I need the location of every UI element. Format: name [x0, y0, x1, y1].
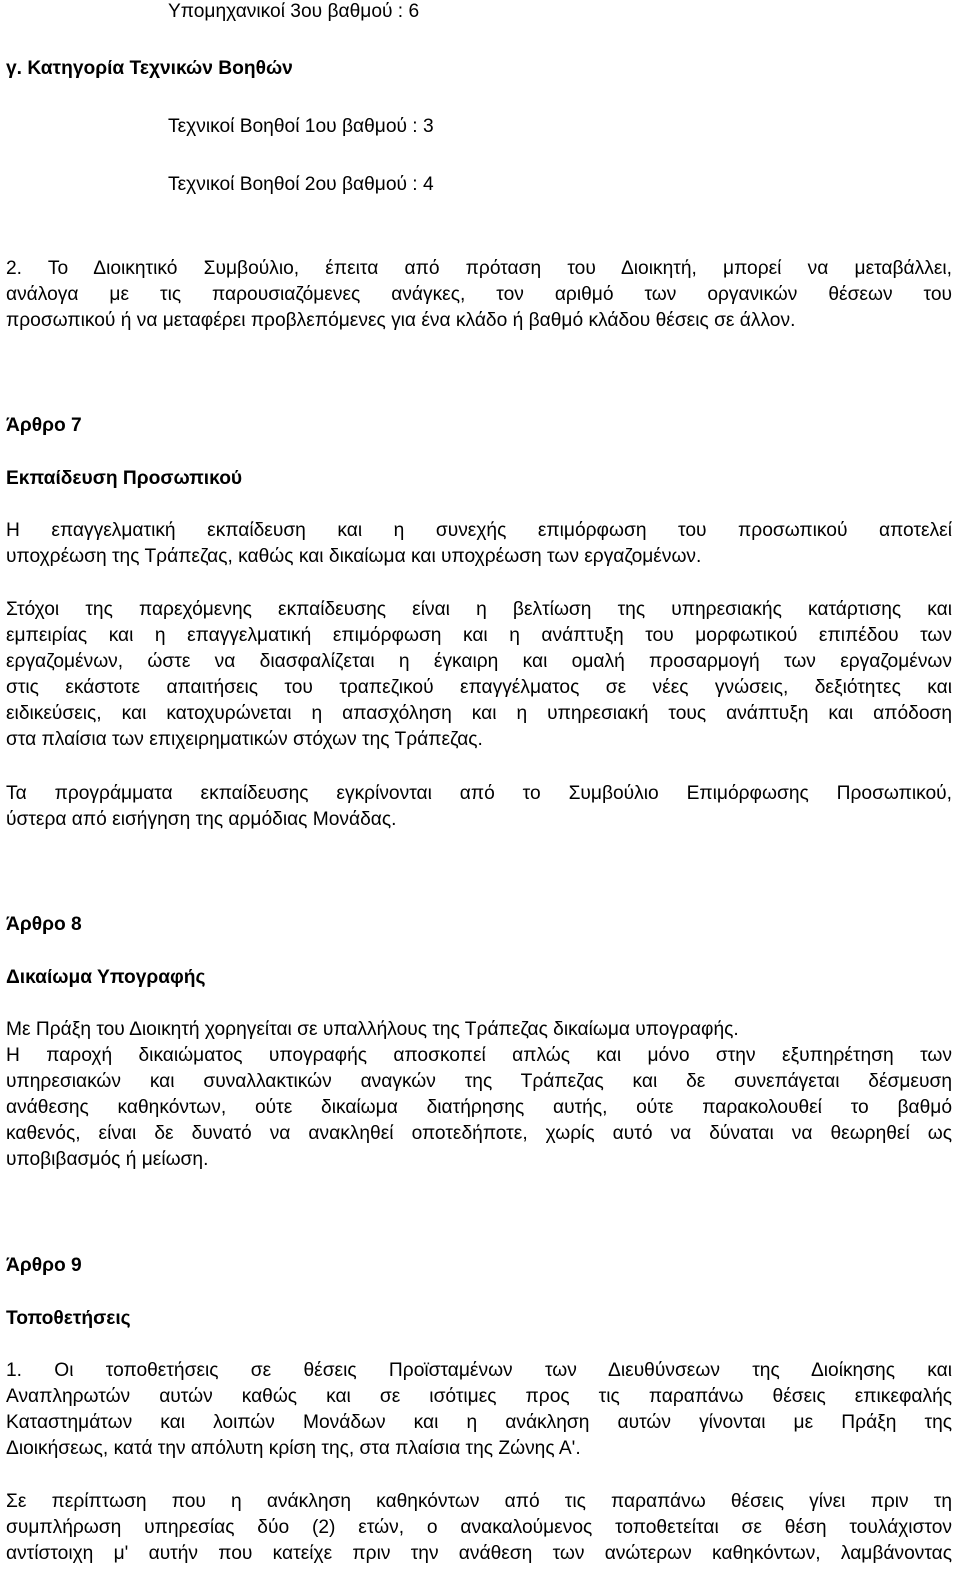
article-8-paragraph-2: [6, 1043, 952, 1173]
text-line: Διοικήσεως, κατά την απόλυτη κρίση της, στα πλαίσια της Ζώνης Α'.: [6, 1438, 581, 1459]
text-line: υπηρεσιακών και συναλλακτικών αναγκών της Τράπεζας και δε συνεπάγεται δέσμευση: [6, 1071, 952, 1092]
text-line: προσωπικού ή να μεταφέρει προβλεπόμενες για ένα κλάδο ή βαθμό κλάδου θέσεις σε άλλον.: [6, 310, 796, 331]
paragraph-2-board-changes: [6, 256, 952, 334]
text-line: καθενός, είναι δε δυνατό να ανακληθεί οποτεδήποτε, χωρίς αυτό να δύναται να θεωρηθεί ως: [6, 1123, 952, 1144]
text-line: Η επαγγελματική εκπαίδευση και η συνεχής επιμόρφωση του προσωπικού αποτελεί: [6, 520, 952, 541]
text-line: στα πλαίσια των επιχειρηματικών στόχων της Τράπεζας.: [6, 729, 483, 750]
text-line: Στόχοι της παρεχόμενης εκπαίδευσης είναι η βελτίωση της υπηρεσιακής κατάρτισης και: [6, 599, 952, 620]
text-line: Τα προγράμματα εκπαίδευσης εγκρίνονται από το Συμβούλιο Επιμόρφωσης Προσωπικού,: [6, 783, 952, 804]
text-line: ανάλογα με τις παρουσιαζόμενες ανάγκες, τον αριθμό των οργανικών θέσεων του: [6, 284, 952, 305]
article-9-heading: Άρθρο 9: [6, 1255, 82, 1276]
article-7-paragraph-1: [6, 518, 952, 570]
text-line: εργαζομένων, ώστε να διασφαλίζεται η έγκαιρη και ομαλή προσαρμογή των εργαζομένων: [6, 651, 952, 672]
article-8-paragraph-1: Με Πράξη του Διοικητή χορηγείται σε υπαλλήλους της Τράπεζας δικαίωμα υπογραφής.: [6, 1019, 739, 1040]
text-line: στις εκάστοτε απαιτήσεις του τραπεζικού επαγγέλματος σε νέες γνώσεις, δεξιότητες και: [6, 677, 952, 698]
article-9-paragraph-1: [6, 1358, 952, 1462]
article-7-title: Εκπαίδευση Προσωπικού: [6, 468, 243, 489]
text-line: ανάθεσης καθηκόντων, ούτε δικαίωμα διατήρησης αυτής, ούτε παρακολουθεί το βαθμό: [6, 1097, 952, 1118]
article-9-title: Τοποθετήσεις: [6, 1308, 131, 1329]
text-line: υποχρέωση της Τράπεζας, καθώς και δικαίωμα και υποχρέωση των εργαζομένων.: [6, 546, 702, 567]
text-line: Καταστημάτων και λοιπών Μονάδων και η ανάκληση αυτών γίνονται με Πράξη της: [6, 1412, 952, 1433]
text-line: εμπειρίας και η επαγγελματική επιμόρφωση και η ανάπτυξη του μορφωτικού επιπέδου των: [6, 625, 952, 646]
article-7-paragraph-3: [6, 781, 952, 833]
article-8-heading: Άρθρο 8: [6, 914, 82, 935]
article-7-heading: Άρθρο 7: [6, 415, 82, 436]
sub-engineers-3rd-grade: Υπομηχανικοί 3ου βαθμού : 6: [168, 1, 420, 22]
article-7-paragraph-2: [6, 597, 952, 753]
tech-assistants-2nd-grade: Τεχνικοί Βοηθοί 2ου βαθμού : 4: [168, 174, 434, 195]
text-line: Η παροχή δικαιώματος υπογραφής αποσκοπεί απλώς και μόνο στην εξυπηρέτηση των: [6, 1045, 952, 1066]
text-line: συμπλήρωση υπηρεσίας δύο (2) ετών, ο ανακαλούμενος τοποθετείται σε θέση τουλάχιστον: [6, 1517, 952, 1538]
text-line: αντίστοιχη μ' αυτήν που κατείχε πριν την ανάθεση των ανώτερων καθηκόντων, λαμβάνοντας: [6, 1543, 952, 1564]
tech-assistants-1st-grade: Τεχνικοί Βοηθοί 1ου βαθμού : 3: [168, 116, 434, 137]
text-line: Σε περίπτωση που η ανάκληση καθηκόντων από τις παραπάνω θέσεις γίνει πριν τη: [6, 1491, 952, 1512]
text-line: ειδικεύσεις, και κατοχυρώνεται η απασχόληση και η υπηρεσιακή τους ανάπτυξη και απόδοση: [6, 703, 952, 724]
article-8-title: Δικαίωμα Υπογραφής: [6, 967, 206, 988]
text-line: 1. Οι τοποθετήσεις σε θέσεις Προϊσταμένων των Διευθύνσεων της Διοίκησης και: [6, 1360, 952, 1381]
text-line: υποβιβασμός ή μείωση.: [6, 1149, 209, 1170]
text-line: Αναπληρωτών αυτών καθώς και σε ισότιμες προς τις παραπάνω θέσεις επικεφαλής: [6, 1386, 952, 1407]
text-line: 2. Το Διοικητικό Συμβούλιο, έπειτα από πρόταση του Διοικητή, μπορεί να μεταβάλλει,: [6, 258, 952, 279]
text-line: ύστερα από εισήγηση της αρμόδιας Μονάδας.: [6, 809, 397, 830]
category-g-title: γ. Κατηγορία Τεχνικών Βοηθών: [6, 58, 293, 79]
article-9-paragraph-2: [6, 1489, 952, 1567]
